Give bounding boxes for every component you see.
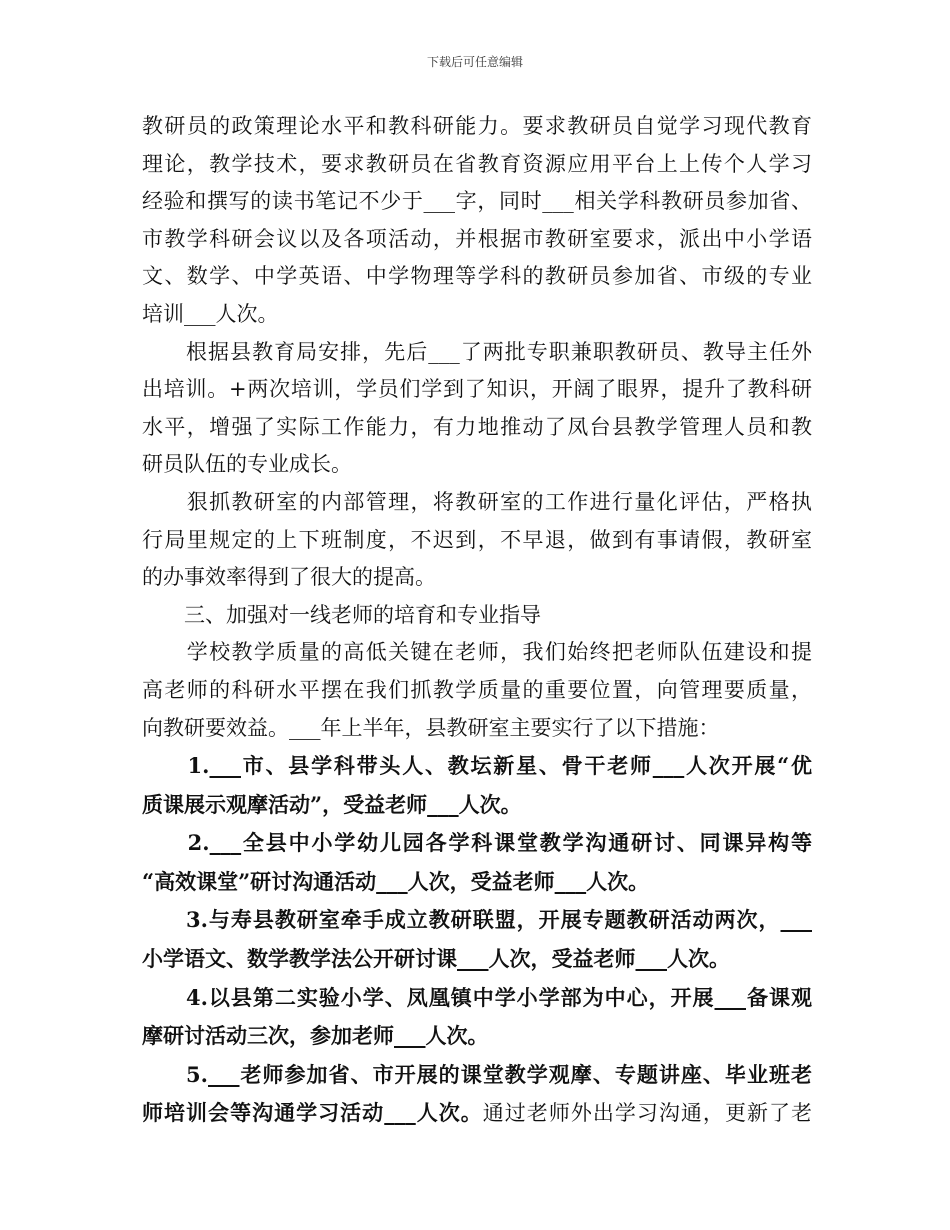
text-line: [142, 1017, 812, 1056]
paragraph: [142, 824, 812, 901]
text-line-content: 三、加强对一线老师的培育和专业指导: [142, 602, 541, 627]
text-line-content: 狠抓教研室的内部管理，将教研室的工作进行量化评估，严格执: [142, 489, 812, 514]
text-line-content: 水平，增强了实际工作能力，有力地推动了凤台县教学管理人员和教: [142, 414, 812, 439]
text-line: [142, 979, 812, 1018]
paragraph: [142, 108, 812, 334]
text-line-content: 教研员的政策理论水平和教科研能力。要求教研员自觉学习现代教育: [142, 114, 812, 138]
text-line: [142, 334, 812, 372]
text-line: [142, 258, 812, 296]
document-body: [142, 108, 812, 1133]
text-line-content: 2.___全县中小学幼儿园各学科课堂教学沟通研讨、同课异构等: [142, 830, 812, 856]
text-line: [142, 747, 812, 786]
text-line: [142, 522, 812, 560]
paragraph: [142, 334, 812, 484]
text-line-tail: 通过老师外出学习沟通，更新了老: [482, 1101, 813, 1126]
text-line-content: 5.___老师参加省、市开展的课堂教学观摩、专题讲座、毕业班老: [142, 1061, 812, 1087]
text-line: [142, 597, 812, 635]
text-line: [142, 710, 812, 748]
text-line-content: 4.以县第二实验小学、凤凰镇中学小学部为中心，开展___备课观: [142, 984, 812, 1010]
page-header: 下载后可任意编辑: [426, 55, 523, 69]
paragraph: [142, 979, 812, 1056]
text-line: [142, 1056, 812, 1095]
text-line: [142, 559, 812, 597]
paragraph: [142, 901, 812, 978]
paragraph: [142, 1056, 812, 1133]
text-line-content: 的办事效率得到了很大的提高。: [142, 565, 436, 590]
text-line-content: “高效课堂”研讨沟通活动___人次，受益老师___人次。: [142, 868, 650, 894]
text-line: [142, 221, 812, 259]
paragraph: [142, 597, 812, 635]
text-line: [142, 672, 812, 710]
text-line: [142, 146, 812, 184]
text-line-content: 市教学科研会议以及各项活动，并根据市教研室要求，派出中小学语: [142, 226, 812, 251]
text-line-content: 理论，教学技术，要求教研员在省教育资源应用平台上上传个人学习: [142, 151, 812, 176]
text-line: [142, 296, 812, 334]
text-line-content: 师培训会等沟通学习活动___人次。: [142, 1100, 483, 1126]
text-line-content: 高老师的科研水平摆在我们抓教学质量的重要位置，向管理要质量，: [142, 677, 812, 702]
text-line: [142, 409, 812, 447]
text-line-content: 摩研讨活动三次，参加老师___人次。: [142, 1023, 489, 1049]
text-line: [142, 108, 812, 146]
text-line-content: 培训___人次。: [142, 301, 279, 326]
text-line-content: 1.___市、县学科带头人、教坛新星、骨干老师___人次开展“优: [142, 753, 812, 779]
text-line-content: 根据县教育局安排，先后___了两批专职兼职教研员、教导主任外: [142, 339, 812, 364]
text-line: [142, 824, 812, 863]
text-line: [142, 484, 812, 522]
text-line-content: 经验和撰写的读书笔记不少于___字，同时___相关学科教研员参加省、: [142, 189, 812, 214]
text-line: [142, 901, 812, 940]
text-line: [142, 371, 812, 409]
text-line: [142, 940, 812, 979]
text-line: [142, 446, 812, 484]
text-line-content: 文、数学、中学英语、中学物理等学科的教研员参加省、市级的专业: [142, 264, 812, 289]
text-line: [142, 1094, 812, 1133]
text-line-content: 小学语文、数学教学法公开研讨课___人次，受益老师___人次。: [142, 946, 730, 972]
text-line-content: 学校教学质量的高低关键在老师，我们始终把老师队伍建设和提: [142, 640, 812, 665]
text-line-content: 出培训。+两次培训，学员们学到了知识，开阔了眼界，提升了教科研: [142, 377, 812, 402]
text-line-content: 质课展示观摩活动”，受益老师___人次。: [142, 791, 522, 817]
text-line-content: 行局里规定的上下班制度，不迟到，不早退，做到有事请假，教研室: [142, 527, 812, 552]
text-line: [142, 863, 812, 902]
text-line-content: 研员队伍的专业成长。: [142, 452, 352, 477]
text-line: [142, 634, 812, 672]
paragraph: [142, 747, 812, 824]
paragraph: [142, 484, 812, 597]
paragraph: [142, 634, 812, 747]
text-line: [142, 786, 812, 825]
text-line: [142, 183, 812, 221]
text-line-content: 向教研要效益。___年上半年，县教研室主要实行了以下措施：: [142, 715, 720, 740]
text-line-content: 3.与寿县教研室牵手成立教研联盟，开展专题教研活动两次，___: [142, 907, 812, 933]
